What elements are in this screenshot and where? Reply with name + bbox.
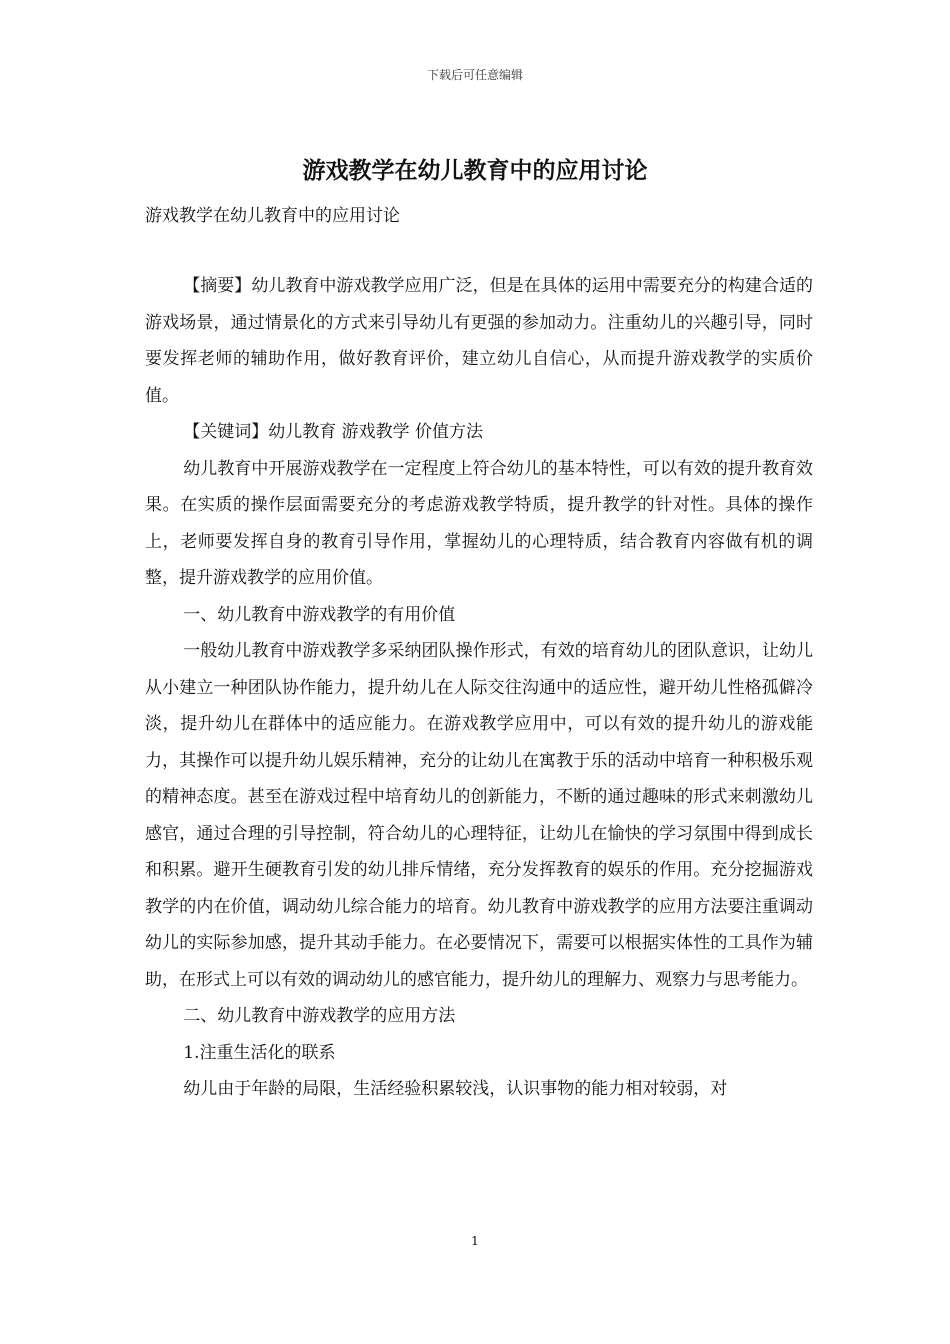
- page-number: 1: [471, 1234, 479, 1248]
- section-heading-2: 二、幼儿教育中游戏教学的应用方法: [183, 1006, 456, 1026]
- abstract-paragraph: 【摘要】幼儿教育中游戏教学应用广泛，但是在具体的运用中需要充分的构建合适的游戏场景，通过情景化的方式来引导幼儿有更强的参加动力。注重幼儿的兴趣引导，同时要发挥老师的辅助作用，做好教育评价，建立幼儿自信心，从而提升游戏教学的实质价值。: [145, 276, 813, 406]
- document-subtitle: 游戏教学在幼儿教育中的应用讨论: [145, 206, 400, 226]
- keywords-paragraph: 【关键词】幼儿教育 游戏教学 价值方法: [183, 422, 484, 442]
- subsection-1-paragraph: 幼儿由于年龄的局限，生活经验积累较浅，认识事物的能力相对较弱，对: [183, 1079, 728, 1099]
- section-heading-1: 一、幼儿教育中游戏教学的有用价值: [183, 604, 456, 625]
- subsection-heading-1: 1.注重生活化的联系: [183, 1042, 336, 1063]
- section-1-paragraph: 一般幼儿教育中游戏教学多采纳团队操作形式，有效的培育幼儿的团队意识，让幼儿从小建立一种团队协作能力，提升幼儿在人际交往沟通中的适应性，避开幼儿性格孤僻冷淡，提升幼儿在群体中的适应能力。在游戏教学应用中，可以有效的提升幼儿的游戏能力，其操作可以提升幼儿娱乐精神，充分的让幼儿在寓教于乐的活动中培育一种积极乐观的精神态度。甚至在游戏过程中培育幼儿的创新能力，不断的通过趣味的形式来刺激幼儿感官，通过合理的引导控制，符合幼儿的心理特征，让幼儿在愉快的学习氛围中得到成长和积累。避开生硬教育引发的幼儿排斥情绪，充分发挥教育的娱乐的作用。充分挖掘游戏教学的内在价值，调动幼儿综合能力的培育。幼儿教育中游戏教学的应用方法要注重调动幼儿的实际参加感，提升其动手能力。在必要情况下，需要可以根据实体性的工具作为辅助，在形式上可以有效的调动幼儿的感官能力，提升幼儿的理解力、观察力与思考能力。: [145, 641, 813, 990]
- intro-paragraph: 幼儿教育中开展游戏教学在一定程度上符合幼儿的基本特性，可以有效的提升教育效果。在实质的操作层面需要充分的考虑游戏教学特质，提升教学的针对性。具体的操作上，老师要发挥自身的教育引导作用，掌握幼儿的心理特质，结合教育内容做有机的调整，提升游戏教学的应用价值。: [145, 458, 813, 588]
- document-body: [145, 268, 813, 1108]
- document-title: 游戏教学在幼儿教育中的应用讨论: [302, 157, 648, 184]
- header-note: 下载后可任意编辑: [426, 68, 523, 82]
